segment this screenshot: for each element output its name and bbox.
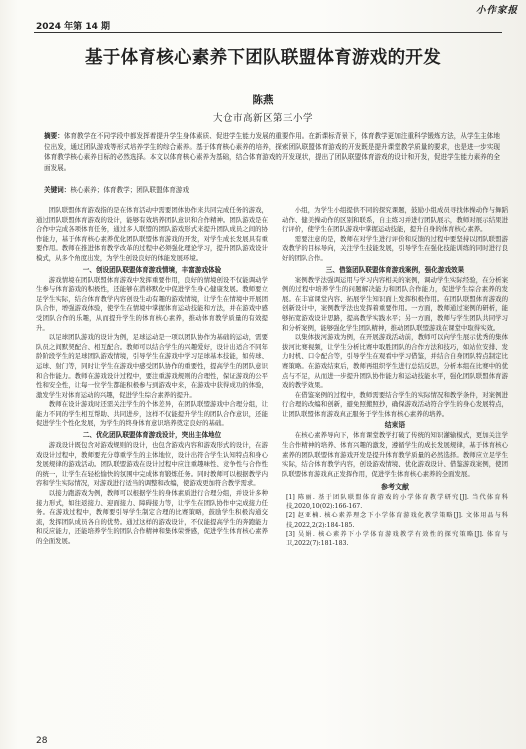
body-paragraph: 教师在设计游戏时还需关注学生的个体差异，在团队联盟游戏中合理分组，让能力不同的学生相互帮助、共同进步，这样不仅能提升学生的团队合作意识，还能促进学生个性化发展，为学生的终身体育意识培养奠定良好的基础。 (36, 400, 268, 428)
newspaper-brand: 小作家报 (475, 5, 518, 16)
body-paragraph: 以足球团队游戏的设计为例，足球运动是一项以团队协作为基础的运动，需要队员之间默契配合、相互配合。教师可以结合学生的兴趣爱好，设计出适合不同年龄阶段学生的足球团队游戏情境，引导学生在游戏中学习足球基本技能，如传球、运球、射门等，同时让学生在游戏中感受团队协作的重要性，提高学生的团队意识和合作能力。教师在游戏设计过程中，要注重游戏规则的合理性，保证游戏的公平性和安全性，让每一位学生都能积极参与到游戏中来，在游戏中获得成功的体验，激发学生对体育运动的兴趣，促进学生综合素养的提升。 (36, 333, 268, 399)
body-paragraph: 在核心素养导向下，体育课堂教学打破了传统的知识灌输模式，更加关注学生合作精神的培养、体育兴趣的激发，遵循学生的成长发展规律，基于体育核心素养的团队联盟体育游戏开发是提升体育教学质量的必然选择。教师应立足学生实际，结合体育教学内容，创设游戏情境、优化游戏设计、借鉴游戏案例，使团队联盟体育游戏真正发挥作用，促进学生体育核心素养的全面发展。 (282, 431, 508, 478)
issue-label: 2024 年第 14 期 (36, 22, 110, 32)
body-paragraph: 在借鉴案例的过程中，教师需要结合学生的实际情况和教学条件，对案例进行合理的改编和创新，避免照搬照抄，确保游戏活动符合学生的身心发展特点，让团队联盟体育游戏真正服务于学生体育核心素养的培养。 (282, 390, 508, 418)
author-affiliation: 大仓市高新区第三小学 (212, 113, 313, 124)
keywords-label: 关键词： (44, 186, 71, 194)
body-paragraph: 以接力跑游戏为例，教师可以根据学生的身体素质进行合理分组，并设计多种接力形式，如往返接力、迎面接力、障碍接力等，让学生在团队协作中完成接力任务。在游戏过程中，教师要引导学生制定合理的比赛策略，鼓励学生积极沟通交流，发挥团队成员各自的优势。通过这样的游戏设计，不仅能提高学生的奔跑能力和反应能力，还能培养学生的团队合作精神和集体荣誉感，促进学生体育核心素养的全面发展。 (36, 489, 268, 545)
right-column (282, 206, 508, 548)
body-paragraph: 团队联盟体育游戏指的是在体育活动中需要团体协作来共同完成任务的游戏，通过团队联盟体育游戏的设计，能够有效培养团队意识和合作精神。团队游戏是在合作中完成各项体育任务，通过多人联盟的团队游戏形式来提升团队成员之间的协作能力，基于体育核心素养优化团队联盟体育游戏的开发，对学生成长发展具有重要作用。教师在推进体育教学改革的过程中必须强化理论学习，提升团队游戏设计模式，从多个角度出发，为学生创设良好的体能发展环境。 (36, 206, 268, 262)
keywords-text: 核心素养；体育教学；团队联盟体育游戏 (70, 186, 190, 194)
section-heading: 二、优化团队联盟体育游戏设计，突出主体地位 (82, 431, 222, 440)
conclusion-heading: 结束语 (384, 421, 406, 430)
body-paragraph: 小组，为学生小组提供不同的探究课题，鼓励小组成员寻找体操动作与舞蹈动作、健美操动作的区别和联系，自主练习并进行团队展示，教师对展示结果进行评价，使学生在团队游戏中掌握运动技能，提升自身的体育核心素养。 (282, 206, 508, 234)
abstract-text: 体育教学在不同学段中都发挥着提升学生身体素质、促进学生能力发展的重要作用。在新课标背景下，体育教学更加注重科学锻炼方法，从学生主体地位出发，通过团队游戏等形式培养学生的综合素养。基于体育核心素养的培养，探索团队联盟体育游戏的开发既是提升课堂教学质量的要求，也是进一步实现体育教学核心素养目标的必然选择。本文以体育核心素养为基础，结合体育游戏的开发现状，提出了团队联盟体育游戏的设计和开发，促进学生能力素养的全面发展。 (44, 132, 500, 172)
right-column-body (282, 206, 508, 479)
references-title: 参考文献 (381, 482, 409, 492)
references-list (282, 493, 508, 548)
page-number: 28 (36, 736, 48, 746)
abstract (44, 131, 500, 173)
article-author: 陈燕 (252, 94, 274, 106)
body-paragraph: 以集体拔河游戏为例，在开展游戏活动前，教师可以向学生展示优秀的集体拔河比赛视频，让学生分析比赛中取胜团队的合作方法和技巧，如站位安排、发力时机、口令配合等，引导学生在观看中学习借鉴，并结合自身团队特点制定比赛策略。在游戏结束后，教师再组织学生进行总结反思，分析本组在比赛中的优点与不足，从而进一步提升团队协作能力和运动技能水平，强化团队联盟体育游戏的教学效果。 (282, 333, 508, 390)
reference-item: [2] 赵亚楠. 核心素养理念下小学体育游戏化教学策略[J]. 文体用品与科技,2022,2(2):184-185. (286, 512, 508, 529)
body-paragraph: 案例教学法强调运用与学习内容相关的案例，调动学生实际经验，在分析案例的过程中培养学生的问题解决能力和团队合作能力，促进学生综合素养的发展。在丰富课堂内容、拓展学生知识面上发挥积极作用。在团队联盟体育游戏的创新设计中，案例教学法也发挥着重要作用。一方面，教师通过案例的研析，能够拓宽游戏设计思路，提高教学实践水平；另一方面，教师与学生团队共同学习和分析案例，能够强化学生团队精神，推动团队联盟游戏在课堂中取得实效。 (282, 275, 508, 332)
body-paragraph: 游戏情境在团队联盟体育游戏中发挥重要作用，良好的情境创设不仅能调动学生参与体育游戏的积极性，还能够在潜移默化中促进学生身心健康发展。教师要立足学生实际，结合体育教学内容创设生动有趣的游戏情境，让学生在情境中开展团队合作，增强游戏体验，使学生在情境中掌握体育运动技能和方法，并在游戏中感受团队合作的乐趣，从而提升学生的体育核心素养，推动体育教学质量的有效提升。 (36, 275, 268, 332)
article-title: 基于体育核心素养下团队联盟体育游戏的开发 (85, 48, 441, 68)
abstract-label: 摘要： (44, 132, 64, 140)
reference-item: [3] 吴娟. 核心素养下小学体育游戏教学有效性的探究策略[J]. 体育与卫,2022(7):181-183. (286, 530, 508, 548)
header-rule (34, 32, 502, 33)
body-paragraph: 游戏设计既包含对游戏规则的设计，也包含游戏内容和游戏形式的设计，在游戏设计过程中，教师要充分尊重学生的主体地位，设计出符合学生认知特点和身心发展规律的游戏活动。团队联盟游戏在设计过程中应注重趣味性、竞争性与合作性的统一，让学生在轻松愉快的氛围中完成体育锻炼任务。同时教师可以根据教学内容和学生实际情况，对游戏进行适当的调整和改编，使游戏更加符合教学需求。 (36, 441, 268, 488)
reference-item: [1] 陈丽. 基于团队联盟体育游戏的小学体育教学研究[J]. 当代体育科技,2020,10(02):166-167. (286, 494, 508, 511)
keywords (44, 185, 500, 195)
body-paragraph: 需要注意的是，教师在对学生进行评价和反馈的过程中要坚持以团队联盟游戏教学的目标导向，关注学生技能发展，引导学生在强化技能训练的同时进行良好的团队合作。 (282, 234, 508, 262)
left-column (36, 206, 268, 547)
section-heading: 三、借鉴团队联盟体育游戏案例，强化游戏效果 (325, 265, 465, 274)
section-heading: 一、创设团队联盟体育游戏情境，丰富游戏体验 (82, 265, 222, 274)
